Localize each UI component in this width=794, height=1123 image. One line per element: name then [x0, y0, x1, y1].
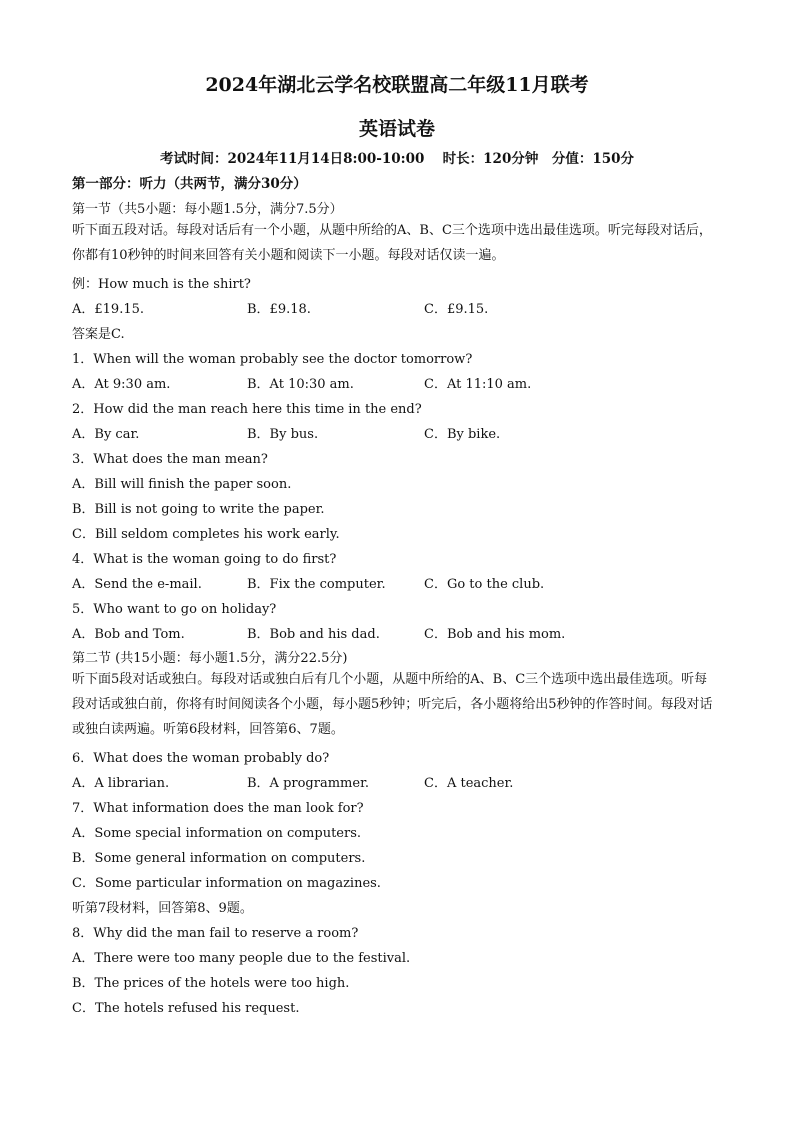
question-3: 3．What does the man mean? — [72, 452, 268, 467]
option-c: C．At 11:10 am. — [424, 377, 532, 392]
option-b: B．Fix the computer. — [247, 577, 386, 592]
question-7-option-a: A．Some special information on computers. — [72, 826, 362, 841]
question-1: 1．When will the woman probably see the doctor tomorrow? — [72, 352, 473, 367]
option-c: C．Go to the club. — [424, 577, 545, 592]
question-2: 2．How did the man reach here this time in the end? — [72, 402, 422, 417]
question-5: 5．Who want to go on holiday? — [72, 602, 277, 617]
question-3-option-b: B．Bill is not going to write the paper. — [72, 502, 325, 517]
material-7-instruction: 听第7段材料，回答第8、9题。 — [72, 901, 253, 916]
example-question: 例：How much is the shirt? — [72, 277, 251, 292]
option-a: A．A librarian. — [72, 776, 170, 791]
question-6: 6．What does the woman probably do? — [72, 751, 330, 766]
question-8: 8．Why did the man fail to reserve a room? — [72, 926, 359, 941]
option-a: A．At 9:30 am. — [72, 377, 171, 392]
question-8-option-b: B．The prices of the hotels were too high. — [72, 976, 350, 991]
option-b: B．A programmer. — [247, 776, 369, 791]
example-answer: 答案是C. — [72, 327, 125, 342]
exam-info: 考试时间：2024年11月14日8:00-10:00 时长：120分钟 分值：150分 — [159, 151, 635, 167]
option-a: A．Bob and Tom. — [72, 627, 185, 642]
option-a: A．Send the e-mail. — [72, 577, 202, 592]
question-8-option-c: C．The hotels refused his request. — [72, 1001, 300, 1016]
part1-heading: 第一部分：听力（共两节，满分30分） — [72, 176, 307, 192]
option-c: C．A teacher. — [424, 776, 514, 791]
question-4: 4．What is the woman going to do first? — [72, 552, 337, 567]
question-3-option-c: C．Bill seldom completes his work early. — [72, 527, 340, 542]
section2-heading: 第二节 (共15小题：每小题1.5分，满分22.5分) — [72, 651, 348, 666]
section2-instructions: 听下面5段对话或独白。每段对话或独白后有几个小题，从题中所给的A、B、C三个选项中选出最佳选项。听每段对话或独白前，你将有时间阅读各个小题，每小题5秒钟；听完后，各小题将给出5秒钟的作答时间。每段对话或独白读两遍。听第6段材料，回答第6、7题。 — [72, 672, 713, 737]
question-8-option-a: A．There were too many people due to the festival. — [72, 951, 411, 966]
option-a: A．By car. — [72, 427, 140, 442]
exam-title: 2024年湖北云学名校联盟高二年级11月联考 — [205, 74, 589, 96]
option-c: C．By bike. — [424, 427, 501, 442]
question-7: 7．What information does the man look for? — [72, 801, 364, 816]
option-c: C．Bob and his mom. — [424, 627, 566, 642]
section1-heading: 第一节（共5小题：每小题1.5分，满分7.5分） — [72, 202, 343, 217]
question-7-option-c: C．Some particular information on magazines. — [72, 876, 381, 891]
question-7-option-b: B．Some general information on computers. — [72, 851, 366, 866]
section1-instructions: 听下面五段对话。每段对话后有一个小题，从题中所给的A、B、C三个选项中选出最佳选项。听完每段对话后，你都有10秒钟的时间来回答有关小题和阅读下一小题。每段对话仅读一遍。 — [72, 223, 712, 263]
option-b: B．Bob and his dad. — [247, 627, 380, 642]
option-b: B．By bus. — [247, 427, 319, 442]
question-3-option-a: A．Bill will finish the paper soon. — [72, 477, 292, 492]
exam-subtitle: 英语试卷 — [358, 118, 435, 140]
option-a: A．£19.15. — [72, 302, 145, 317]
option-c: C．£9.15. — [424, 302, 489, 317]
option-b: B．£9.18. — [247, 302, 311, 317]
option-b: B．At 10:30 am. — [247, 377, 354, 392]
